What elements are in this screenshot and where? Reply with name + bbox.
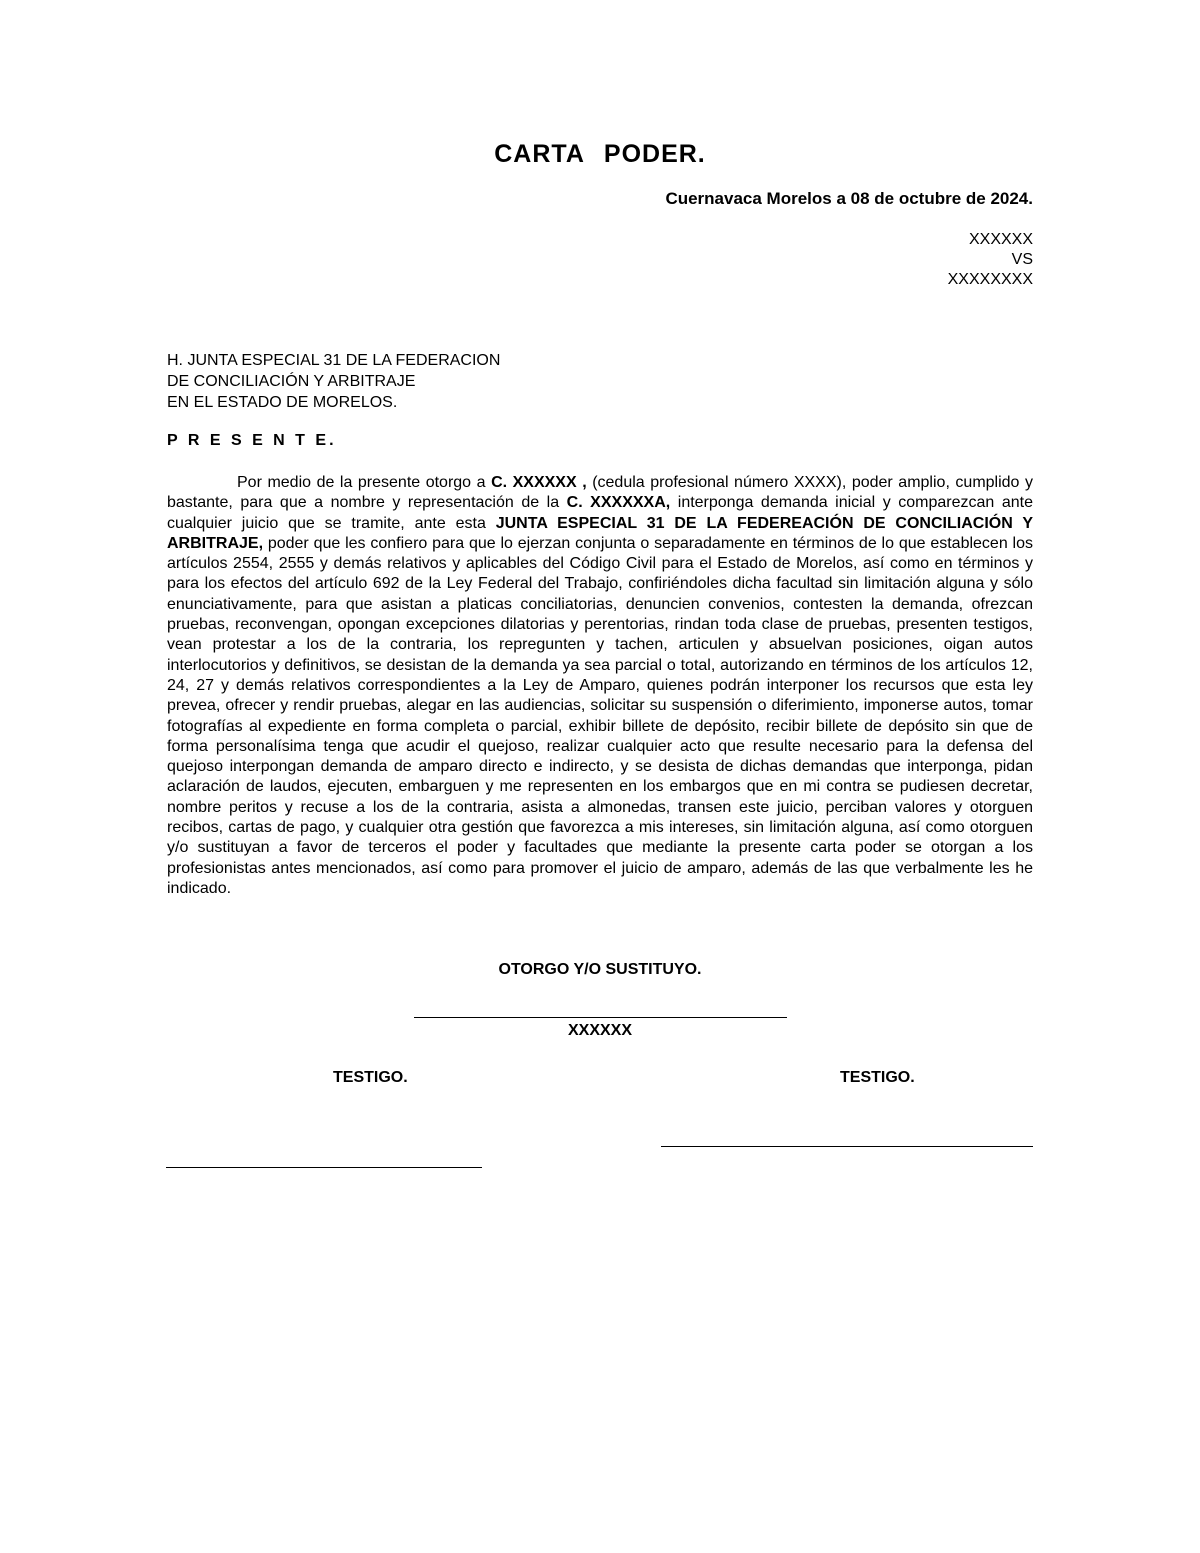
addressee-block	[167, 350, 500, 413]
body-text-4: poder que les confiero para que lo ejerzan conjunta o separadamente en términos de lo que establecen los artículos 2554, 2555 y demás relativos y aplicables del Código Civil para el Estado de Morelos, así como en términos y para los efectos del artículo 692 de la Ley Federal del Trabajo, confiriéndoles dicha facultad sin limitación alguna y sólo enunciativamente, para que asistan a platicas conciliatorias, denuncien convenios, contesten la demanda, ofrezcan pruebas, reconvengan, opongan excepciones dilatorias y perentorias, rindan toda clase de pruebas, presenten testigos, vean protestar a los de la contraria, los repregunten y tachen, articulen y absuelvan posiciones, oigan autos interlocutorios y definitivos, se desistan de la demanda ya sea parcial o total, autorizando en términos de los artículos 12, 24, 27 y demás relativos correspondientes a la Ley de Amparo, quienes podrán interponer los recursos que esta ley prevea, ofrecer y rendir pruebas, alegar en las audiencias, solicitar su suspensión o diferimiento, imponerse autos, tomar fotografías al expediente en forma completa o parcial, exhibir billete de depósito, recibir billete de depósito sin que de forma personalísima tenga que acudir el quejoso, realizar cualquier acto que resulte necesario para la defensa del quejoso interpongan demanda de amparo directo e indirecto, y se desista de dichas demandas que interponga, pidan aclaración de laudos, ejecuten, embarguen y me representen en los embargos que en mi contra se pudiesen decretar, nombre peritos y recuse a los de la contraria, asista a almonedas, transen este juicio, perciban valores y otorguen recibos, cartas de pago, y cualquier otra gestión que favorezca a mis intereses, sin limitación alguna, así como otorguen y/o sustituyan a favor de terceros el poder y facultades que mediante la presente carta poder se otorgan a los profesionistas antes mencionados, así como para promover el juicio de amparo, además de las que verbalmente les he indicado.	[167, 534, 1033, 897]
addressee-line-1: H. JUNTA ESPECIAL 31 DE LA FEDERACION	[167, 352, 501, 369]
versus-label: VS	[1011, 251, 1033, 268]
addressee-line-2: DE CONCILIACIÓN Y ARBITRAJE	[167, 373, 416, 390]
party-a: XXXXXX	[968, 231, 1033, 248]
addressee-line-3: EN EL ESTADO DE MORELOS.	[167, 394, 398, 411]
presente-heading: P R E S E N T E.	[167, 432, 337, 449]
witness-right-label: TESTIGO.	[840, 1069, 915, 1086]
witness-left-label: TESTIGO.	[333, 1069, 408, 1086]
document-title: CARTA PODER.	[494, 140, 706, 168]
party-b: XXXXXXXX	[947, 271, 1033, 288]
body-paragraph	[167, 473, 1033, 899]
body-text-2: (cedula profesional número XXXX), poder amplio, cumplido y bastante, para que a nombre y representación de la	[167, 474, 1034, 512]
date-line: Cuernavaca Morelos a 08 de octubre de 2024.	[665, 189, 1033, 208]
grantor-name: C. XXXXXXA,	[566, 494, 671, 512]
witness-left-signature-line	[166, 1167, 482, 1168]
body-text-1: Por medio de la presente otorgo a	[237, 474, 492, 491]
signatory-name: XXXXXX	[567, 1022, 633, 1039]
case-parties	[948, 230, 1033, 290]
otorgo-heading: OTORGO Y/O SUSTITUYO.	[498, 961, 702, 978]
grantor-signature-line	[414, 1017, 787, 1018]
junta-name: JUNTA ESPECIAL 31 DE LA FEDEREACIÓN DE CONCILIACIÓN Y ARBITRAJE,	[167, 514, 1034, 552]
witness-right-signature-line	[661, 1146, 1033, 1147]
body-text-3: interponga demanda inicial y comparezcan ante cualquier juicio que se tramite, ante esta	[167, 494, 1033, 532]
attorney-name: C. XXXXXX ,	[491, 474, 587, 491]
